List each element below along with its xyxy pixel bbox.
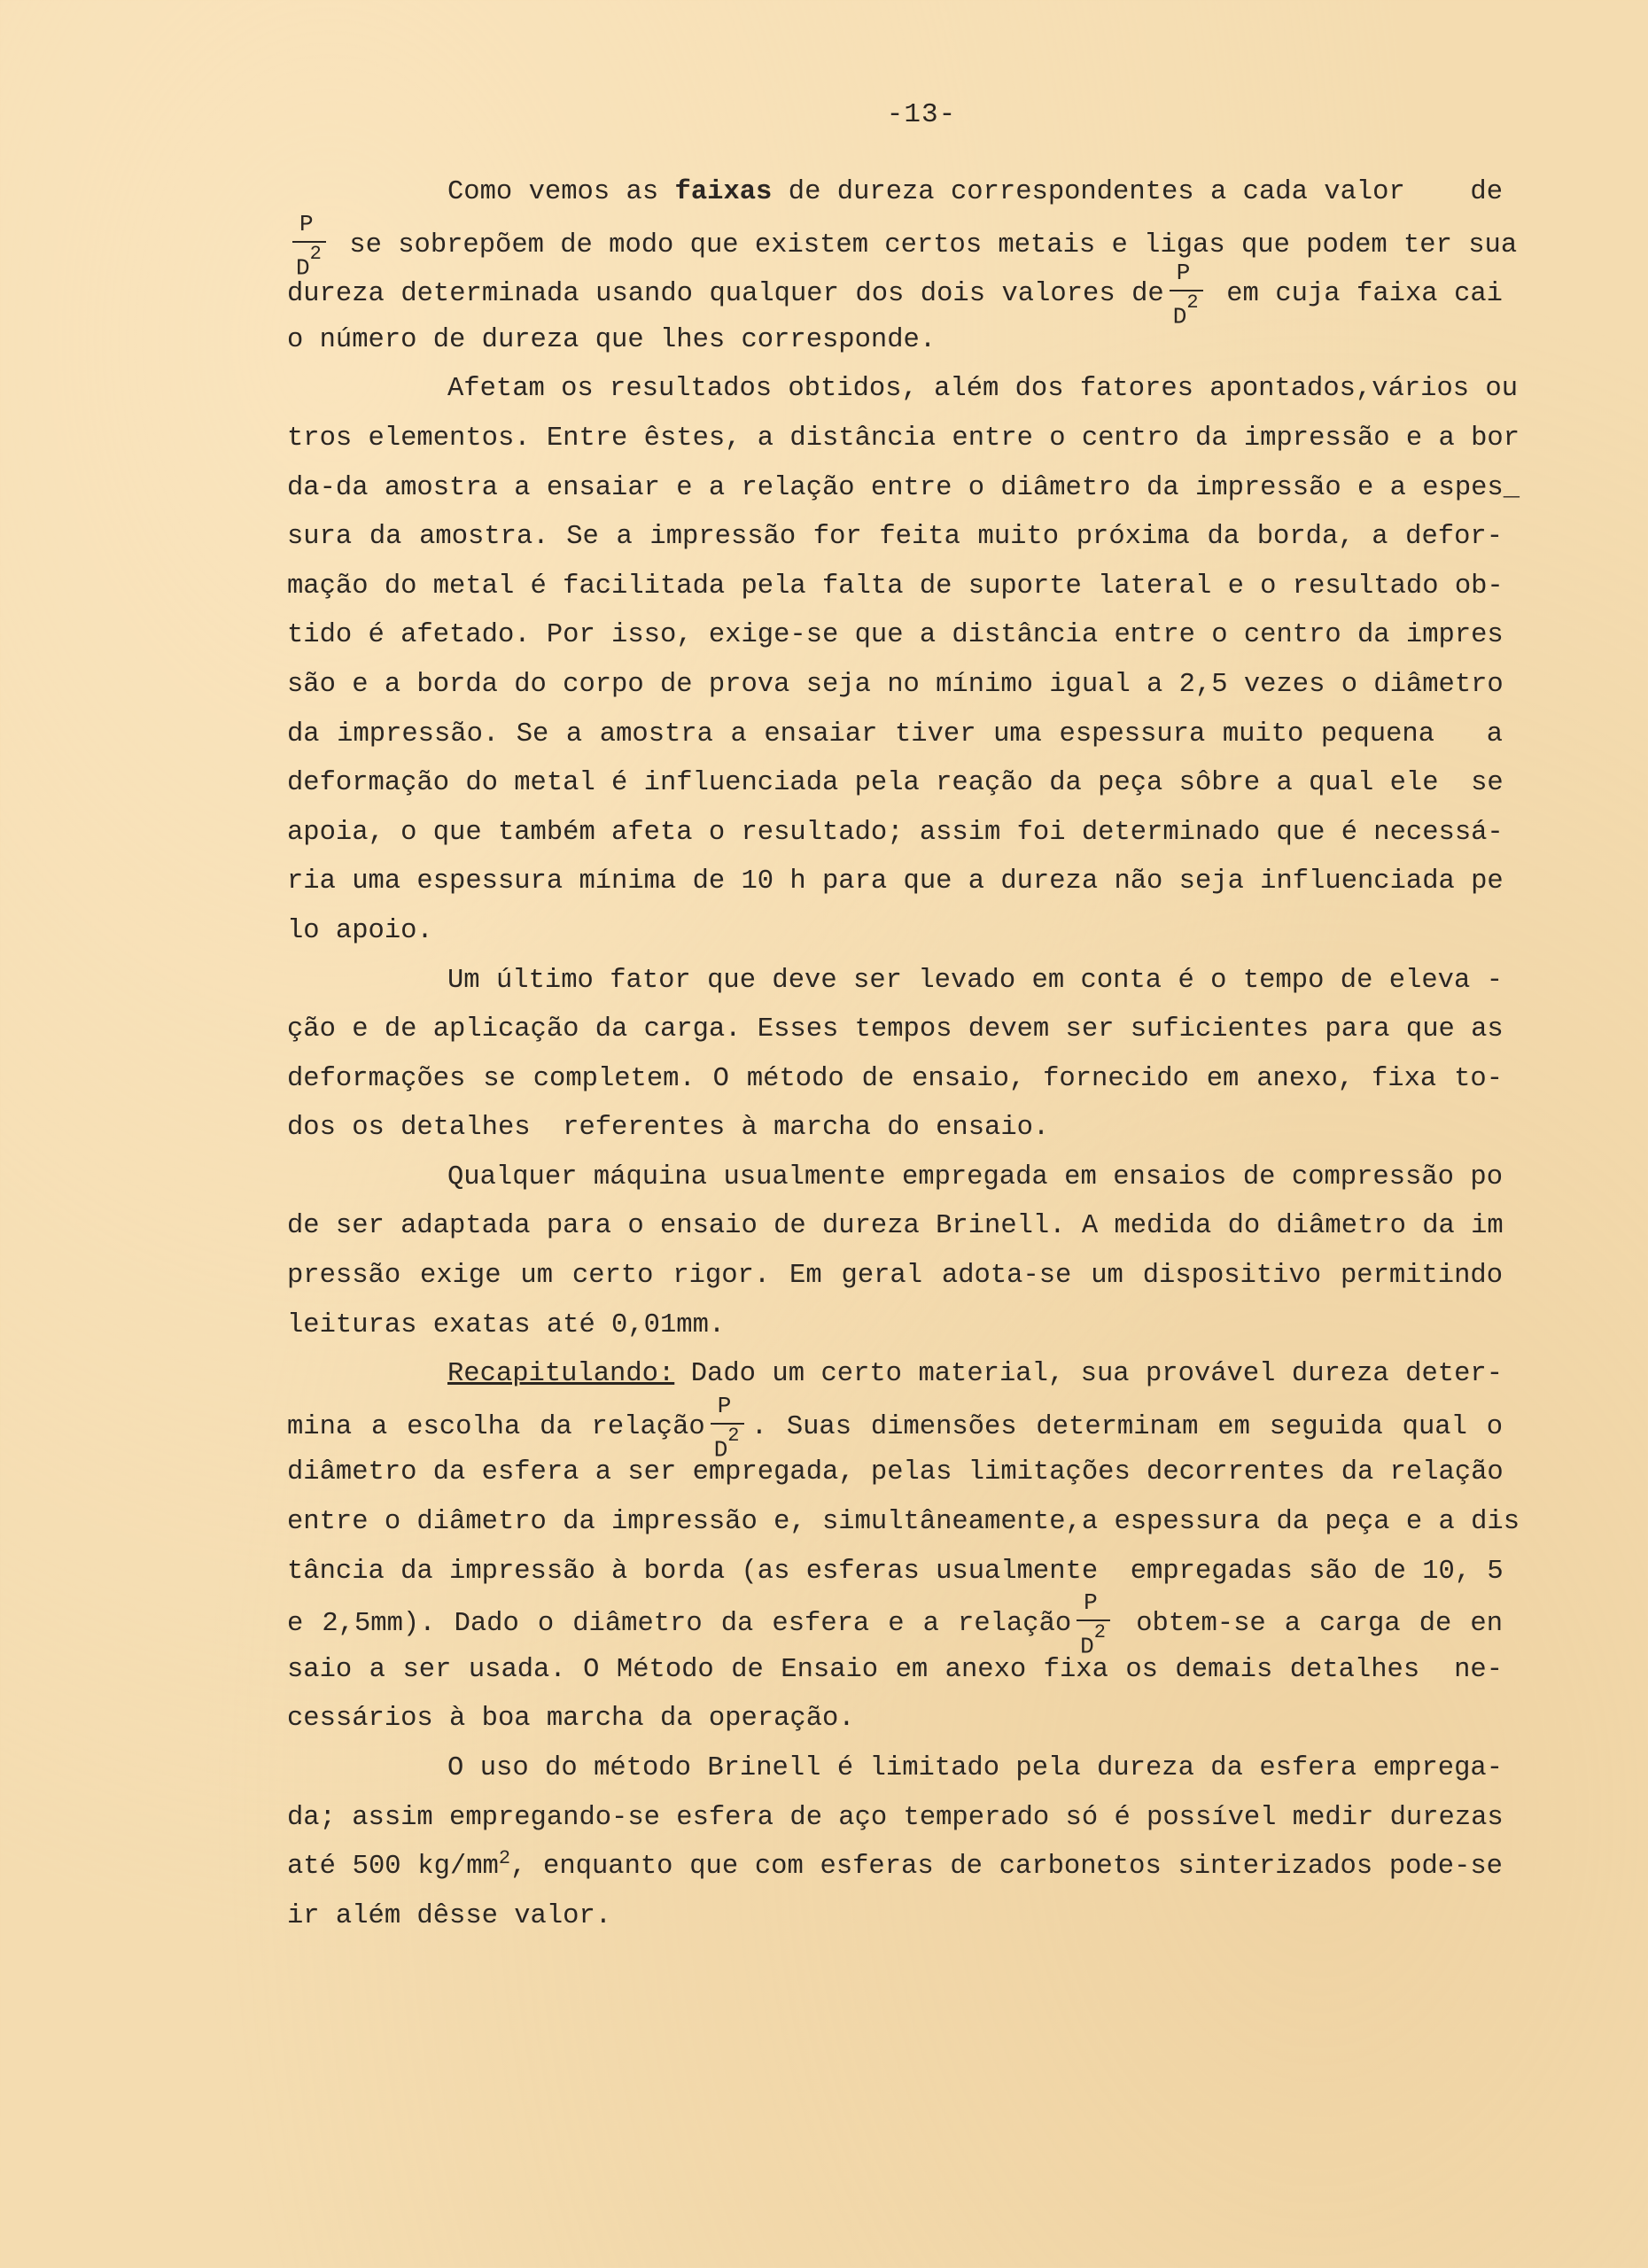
- exponent: 2: [1186, 291, 1199, 315]
- emphasized-word: faixas: [674, 177, 773, 207]
- text-line: [287, 210, 1518, 282]
- text-line: ria uma espessura mínima de 10 h para que a dureza não seja influenciada pe: [287, 866, 1504, 897]
- fraction-numerator: P: [299, 210, 314, 237]
- fraction-p-over-d2: [1077, 1589, 1112, 1660]
- text-line: mação do metal é facilitada pela falta de suporte lateral e o resultado ob-: [287, 571, 1504, 602]
- text-line: Qualquer máquina usualmente empregada em ensaios de compressão po: [447, 1161, 1503, 1192]
- text-line: da-da amostra a ensaiar e a relação entre o diâmetro da impressão e a espes_: [287, 472, 1520, 503]
- text-line: o número de dureza que lhes corresponde.: [287, 324, 937, 355]
- text-line: [287, 1843, 1503, 1892]
- text-line: entre o diâmetro da impressão e, simultâneamente,a espessura da peça e a dis: [287, 1507, 1520, 1538]
- text-run: , enquanto que com esferas de carbonetos sinterizados pode-se: [510, 1852, 1503, 1883]
- text-line: tância da impressão à borda (as esferas usualmente empregadas são de 10, 5: [287, 1556, 1504, 1587]
- text-line: são e a borda do corpo de prova seja no mínimo igual a 2,5 vezes o diâmetro: [287, 669, 1504, 700]
- text-run: de dureza correspondentes a cada valor de: [772, 177, 1503, 207]
- fraction-numerator: P: [717, 1392, 732, 1419]
- page-number: -13-: [886, 99, 957, 130]
- denominator-letter: D: [296, 254, 310, 282]
- fraction-numerator: P: [1084, 1589, 1098, 1617]
- text-line: de ser adaptada para o ensaio de dureza Brinell. A medida do diâmetro da im: [287, 1211, 1504, 1242]
- denominator-letter: D: [1172, 303, 1187, 330]
- denominator-letter: D: [1080, 1633, 1094, 1660]
- text-line: deformações se completem. O método de ensaio, fornecido em anexo, fixa to-: [287, 1063, 1503, 1094]
- text-line: lo apoio.: [287, 915, 433, 946]
- text-line: Um último fator que deve ser levado em conta é o tempo de eleva -: [447, 965, 1503, 996]
- text-run: até 500 kg/mm: [287, 1852, 499, 1883]
- text-line: sura da amostra. Se a impressão for feita muito próxima da borda, a defor-: [287, 522, 1503, 553]
- text-run: Como vemos as: [447, 177, 675, 207]
- superscript-exponent: 2: [498, 1847, 511, 1870]
- denominator-letter: D: [713, 1436, 728, 1464]
- text-line: leituras exatas até 0,01mm.: [287, 1309, 726, 1340]
- text-line: da impressão. Se a amostra a ensaiar tiver uma espessura muito pequena a: [287, 718, 1503, 750]
- text-run: em cuja faixa cai: [1209, 279, 1503, 310]
- exponent: 2: [1093, 1621, 1106, 1644]
- text-line: [287, 1589, 1503, 1660]
- text-line: saio a ser usada. O Método de Ensaio em anexo fixa os demais detalhes ne-: [287, 1654, 1503, 1685]
- text-line: [287, 1392, 1504, 1464]
- text-line: [287, 260, 1503, 330]
- exponent: 2: [727, 1424, 740, 1447]
- document-body: [287, 168, 1520, 1941]
- text-line: [287, 168, 1503, 218]
- text-line: dos os detalhes referentes à marcha do ensaio.: [287, 1113, 1050, 1144]
- text-line: cessários à boa marcha da operação.: [287, 1704, 855, 1735]
- exponent: 2: [309, 242, 322, 265]
- underlined-heading: Recapitulando:: [447, 1359, 675, 1390]
- fraction-p-over-d2: [1170, 260, 1205, 330]
- text-run: obtem-se a carga de en: [1117, 1609, 1503, 1640]
- text-line: da; assim empregando-se esfera de aço temperado só é possível medir durezas: [287, 1802, 1504, 1833]
- text-run: . Suas dimensões determinam em seguida qual o: [750, 1411, 1504, 1442]
- text-line: [287, 1350, 1503, 1400]
- text-line: pressão exige um certo rigor. Em geral adota-se um dispositivo permitindo: [287, 1261, 1503, 1292]
- text-line: ir além dêsse valor.: [287, 1900, 612, 1931]
- text-run: e 2,5mm). Dado o diâmetro da esfera e a relação: [287, 1609, 1072, 1640]
- text-run: mina a escolha da relação: [287, 1411, 705, 1442]
- text-line: ção e de aplicação da carga. Esses tempos devem ser suficientes para que as: [287, 1014, 1504, 1045]
- text-line: O uso do método Brinell é limitado pela dureza da esfera emprega-: [447, 1753, 1503, 1783]
- text-line: diâmetro da esfera a ser empregada, pelas limitações decorrentes da relação: [287, 1457, 1504, 1488]
- text-line: apoia, o que também afeta o resultado; assim foi determinado que é necessá-: [287, 817, 1504, 848]
- fraction-p-over-d2: [292, 210, 328, 282]
- text-line: deformação do metal é influenciada pela reação da peça sôbre a qual ele se: [287, 768, 1504, 799]
- text-run: dureza determinada usando qualquer dos dois valores de: [287, 279, 1164, 310]
- fraction-p-over-d2: [711, 1392, 746, 1464]
- text-line: Afetam os resultados obtidos, além dos fatores apontados,vários ou: [447, 374, 1518, 405]
- text-run: Dado um certo material, sua provável dureza deter-: [674, 1359, 1503, 1390]
- text-line: tido é afetado. Por isso, exige-se que a distância entre o centro da impres: [287, 620, 1504, 651]
- text-run: se sobrepõem de modo que existem certos metais e ligas que podem ter sua: [333, 229, 1518, 260]
- fraction-numerator: P: [1176, 260, 1191, 287]
- text-line: tros elementos. Entre êstes, a distância entre o centro da impressão e a bor: [287, 423, 1520, 454]
